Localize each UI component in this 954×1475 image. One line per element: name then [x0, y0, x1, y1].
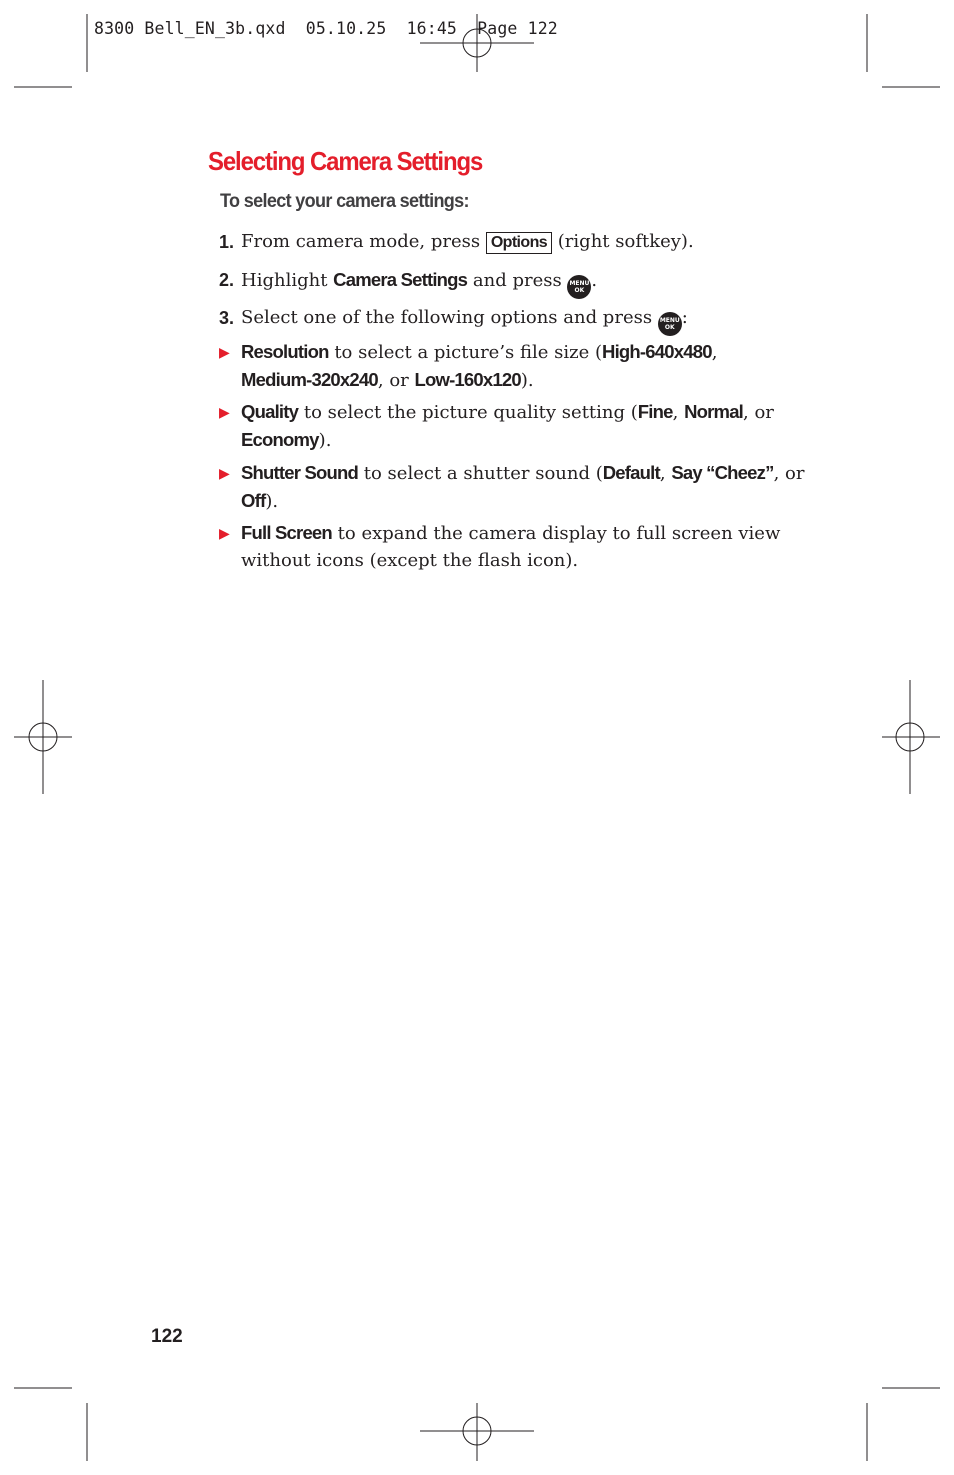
separator: ,	[711, 342, 718, 363]
menu-ok-key-icon: MENU OK	[658, 312, 682, 336]
intro-text: To select your camera settings:	[220, 191, 469, 212]
option-full-screen	[219, 520, 809, 574]
menu-ok-key-icon: MENU OK	[567, 275, 591, 299]
option-value: Say “Cheez”	[671, 462, 774, 483]
option-resolution	[219, 339, 809, 394]
option-name: Resolution	[241, 341, 329, 362]
step-text: (right softkey).	[552, 231, 694, 252]
separator: , or	[377, 369, 415, 391]
option-value: Default	[602, 462, 660, 483]
page-number: 122	[151, 1326, 183, 1347]
step-1	[219, 229, 809, 256]
print-slug-line: 8300 Bell_EN_3b.qxd 05.10.25 16:45 Page 122	[94, 19, 558, 38]
registration-mark-left	[14, 680, 72, 794]
option-text: to select a shutter sound (	[358, 463, 603, 484]
option-value: Economy	[241, 428, 319, 450]
menu-item-name: Camera Settings	[333, 269, 468, 290]
step-text: :	[681, 307, 688, 328]
option-text: ).	[265, 490, 279, 512]
option-text: to expand the camera display to full screen view without icons (except the flash icon).	[241, 523, 781, 571]
step-text: and press	[467, 270, 568, 291]
step-text: From camera mode, press	[241, 231, 486, 252]
option-value: Low-160x120	[414, 368, 521, 390]
red-triangle-bullet-icon: ▶	[219, 466, 230, 482]
option-text: to select a picture’s file size (	[328, 342, 603, 363]
registration-mark-right	[882, 680, 940, 794]
option-shutter-sound	[219, 460, 809, 515]
registration-mark-top	[420, 14, 534, 72]
option-text: to select the picture quality setting (	[298, 402, 638, 423]
step-number: 2.	[219, 270, 235, 290]
separator: , or	[743, 402, 774, 423]
option-value: Normal	[684, 401, 744, 422]
red-triangle-bullet-icon: ▶	[219, 345, 230, 361]
option-value: High-640x480	[602, 341, 712, 362]
separator: , or	[773, 463, 805, 484]
option-value: Fine	[637, 401, 673, 422]
step-number: 1.	[219, 232, 235, 252]
step-text: .	[591, 270, 598, 291]
step-text: Select one of the following options and press	[241, 307, 658, 328]
option-quality	[219, 399, 809, 454]
option-name: Quality	[241, 401, 299, 422]
option-name: Shutter Sound	[241, 462, 359, 483]
red-triangle-bullet-icon: ▶	[219, 405, 230, 421]
red-triangle-bullet-icon: ▶	[219, 526, 230, 542]
separator: ,	[672, 402, 685, 423]
option-text: ).	[318, 429, 332, 451]
section-title: Selecting Camera Settings	[208, 146, 483, 176]
option-value: Medium-320x240	[241, 368, 378, 390]
options-softkey-label: Options	[486, 232, 552, 254]
option-name: Full Screen	[241, 522, 332, 543]
step-text: Highlight	[241, 270, 334, 291]
separator: ,	[659, 463, 672, 484]
registration-mark-bottom	[420, 1403, 534, 1461]
step-2	[219, 267, 809, 299]
step-number: 3.	[219, 308, 235, 328]
option-text: ).	[520, 369, 534, 391]
step-3	[219, 305, 809, 336]
option-value: Off	[241, 489, 266, 511]
